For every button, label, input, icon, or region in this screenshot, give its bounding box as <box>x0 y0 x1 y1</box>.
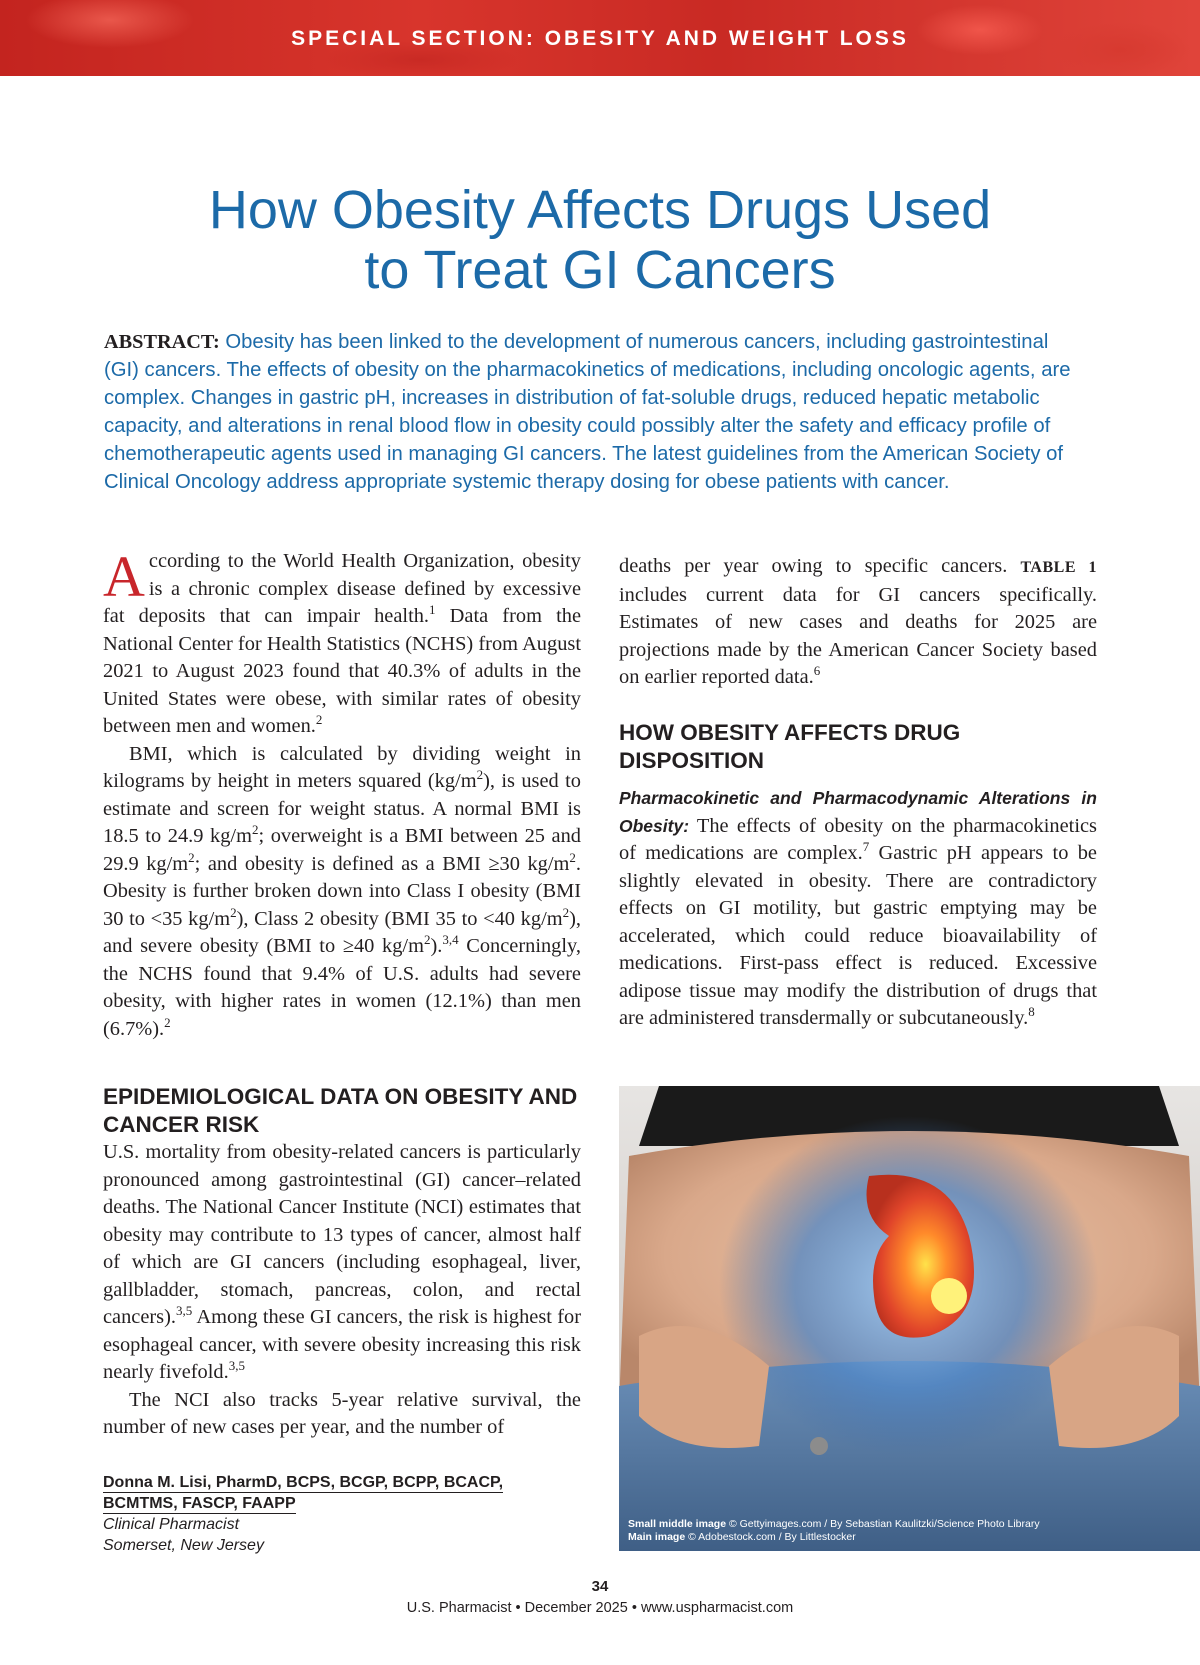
right-column-bottom <box>619 785 1097 1033</box>
bmi-text: ), and severe obesity (BMI to ≥40 kg/m <box>103 907 581 957</box>
drop-cap: A <box>103 544 145 609</box>
article-photo <box>619 1086 1200 1551</box>
pk-paragraph <box>619 785 1097 1033</box>
bmi-text: ; overweight is a BMI between 25 and 29.9 kg/m <box>103 825 581 875</box>
superscript: 2 <box>562 904 570 920</box>
superscript: 2 <box>251 822 259 838</box>
bmi-text: ), is used to estimate and screen for weight status. A normal BMI is 18.5 to 24.9 kg/m <box>103 770 581 847</box>
citation: 3,4 <box>442 932 459 948</box>
citation: 3,5 <box>228 1358 245 1374</box>
deaths-text: includes current data for GI cancers specifically. Estimates of new cases and deaths for 2025 are projections made by the American Cancer Society based on earlier reported data. <box>619 583 1097 688</box>
intro-paragraph <box>103 544 581 741</box>
deaths-paragraph <box>619 553 1097 692</box>
section-banner <box>0 0 1200 76</box>
deaths-text: deaths per year owing to specific cancers. <box>619 555 1021 577</box>
credit-text: © Gettyimages.com / By Sebastian Kaulitzki/Science Photo Library <box>726 1518 1040 1530</box>
intro-text: ccording to the World Health Organization, obesity is a chronic complex disease defined by excessive fat deposits that can impair health. <box>103 550 581 627</box>
right-column-top <box>619 553 1097 692</box>
superscript: 2 <box>569 849 576 865</box>
bmi-text: . Obesity is further broken down into Class I obesity (BMI 30 to <35 kg/m <box>103 852 581 930</box>
epi-paragraph <box>103 1139 581 1387</box>
bmi-text: ), Class 2 obesity (BMI 35 to <40 kg/m <box>236 907 563 930</box>
superscript: 2 <box>188 849 195 865</box>
abstract <box>104 328 1084 496</box>
left-column-top <box>103 544 582 1043</box>
citation: 8 <box>1028 1004 1035 1020</box>
superscript: 2 <box>230 904 237 920</box>
superscript: 2 <box>423 932 431 948</box>
article-title <box>0 180 1200 300</box>
citation: 2 <box>315 712 323 728</box>
citation: 1 <box>429 602 436 618</box>
credit-small-image <box>628 1518 1188 1531</box>
superscript: 2 <box>476 767 484 783</box>
pk-text: Gastric pH appears to be slightly elevated in obesity. There are contradictory effects on GI motility, but gastric emptying may be accelerated, which could reduce bioavailability of medications. First-pass effect is reduced. Excessive adipose tissue may modify the distribution of drugs that are administered transdermally or subcutaneously. <box>619 842 1097 1029</box>
bmi-text: ; and obesity is defined as a BMI ≥30 kg/m <box>194 852 570 875</box>
abstract-label: ABSTRACT: <box>104 331 220 353</box>
citation: 6 <box>813 663 821 679</box>
credit-main-image <box>628 1531 1188 1544</box>
heading-epidemiological-data: EPIDEMIOLOGICAL DATA ON OBESITY AND CANCER RISK <box>103 1084 578 1137</box>
pk-subhead: Pharmacokinetic and Pharmacodynamic Alterations in Obesity: <box>619 788 1097 836</box>
page-footer: U.S. Pharmacist • December 2025 • www.uspharmacist.com <box>406 1600 794 1616</box>
photo-credits <box>628 1518 1188 1544</box>
citation: 3,5 <box>176 1303 193 1319</box>
pk-text: The effects of obesity on the pharmacokinetics of medications are complex. <box>619 814 1097 864</box>
intro-text: Data from the National Center for Health Statistics (NCHS) from August 2021 to August 2023 found that 40.3% of adults in the United States were obese, with similar rates of obesity between men and women. <box>103 605 581 737</box>
author-name-line2: BCMTMS, FASCP, FAAPP <box>103 1495 296 1512</box>
abstract-text: Obesity has been linked to the development of numerous cancers, including gastrointestinal (GI) cancers. The effects of obesity on the pharmacokinetics of medications, including oncologic agents, are complex. Changes in gastric pH, increases in distribution of fat-soluble drugs, reduced hepatic metabolic capacity, and alterations in renal blood flow in obesity could possibly alter the safety and efficacy profile of chemotherapeutic agents used in managing GI cancers. The latest guidelines from the American Society of Clinical Oncology address appropriate systemic therapy dosing for obese patients with cancer. <box>104 331 1071 493</box>
credit-text: © Adobestock.com / By Littlestocker <box>685 1531 856 1543</box>
bmi-text: ). <box>430 935 443 957</box>
section-banner-label: SPECIAL SECTION: OBESITY AND WEIGHT LOSS <box>291 27 909 50</box>
author-location: Somerset, New Jersey <box>103 1537 264 1554</box>
credit-label: Small middle image <box>628 1518 727 1530</box>
author-block <box>103 1472 583 1556</box>
author-title: Clinical Pharmacist <box>103 1516 240 1533</box>
bmi-text: Concerningly, the NCHS found that 9.4% of U.S. adults had severe obesity, with higher rates in women (12.1%) than men (6.7%). <box>103 935 582 1040</box>
citation: 2 <box>164 1014 171 1030</box>
nci-paragraph: The NCI also tracks 5-year relative survival, the number of new cases per year, and the number of <box>103 1388 581 1438</box>
epi-text: Among these GI cancers, the risk is highest for esophageal cancer, with severe obesity increasing this risk nearly fivefold. <box>103 1306 581 1383</box>
credit-label: Main image <box>628 1531 686 1543</box>
bmi-paragraph <box>103 741 581 1044</box>
bmi-text: BMI, which is calculated by dividing weight in kilograms by height in meters squared (kg/m <box>103 742 581 792</box>
table-reference: TABLE 1 <box>1020 559 1098 576</box>
article-title-line1: How Obesity Affects Drugs Used <box>208 180 992 240</box>
author-name-line1: Donna M. Lisi, PharmD, BCPS, BCGP, BCPP, BCACP, <box>103 1474 504 1491</box>
page-number: 34 <box>591 1578 609 1595</box>
article-title-line2: to Treat GI Cancers <box>364 240 836 300</box>
heading-drug-disposition: HOW OBESITY AFFECTS DRUG DISPOSITION <box>619 720 961 773</box>
abdomen-illustration <box>619 1086 1200 1551</box>
citation: 7 <box>862 839 870 855</box>
epi-text: U.S. mortality from obesity-related cancers is particularly pronounced among gastrointestinal (GI) cancer–related deaths. The National Cancer Institute (NCI) estimates that obesity may contribute to 13 types of cancer, almost half of which are GI cancers (including esophageal, liver, gallbladder, stomach, pancreas, colon, and rectal cancers). <box>103 1141 581 1328</box>
left-column-bottom <box>103 1139 581 1442</box>
